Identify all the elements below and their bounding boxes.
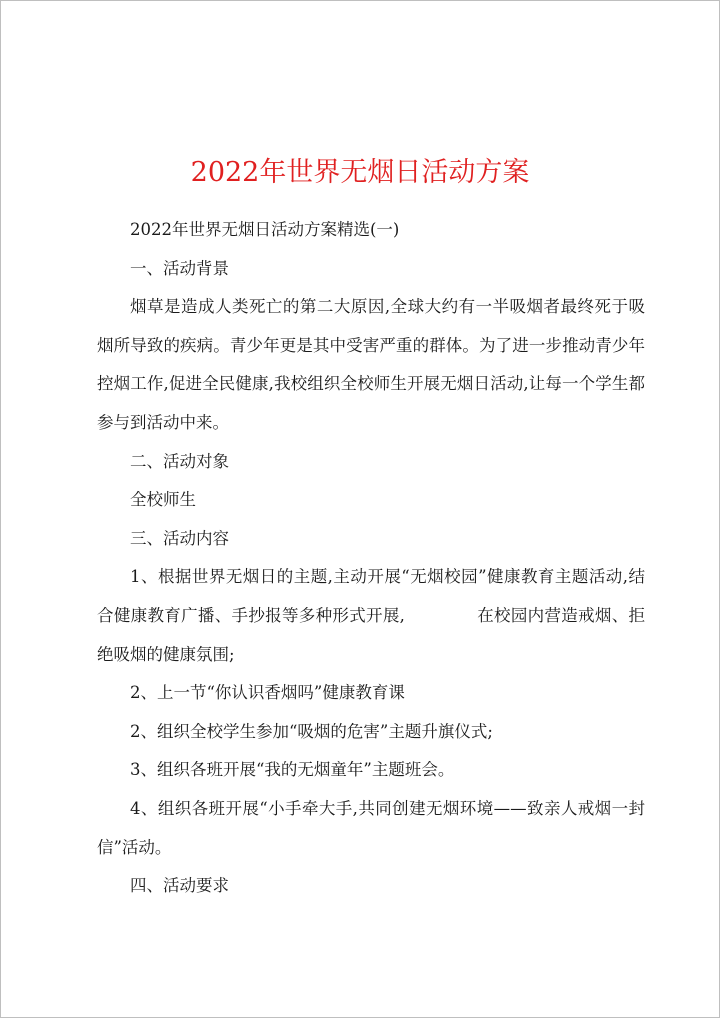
document-subtitle: 2022年世界无烟日活动方案精选(一) xyxy=(130,220,400,239)
content-item-1-part-1: 1、根据世界无烟日的主题,主动开展“无烟校园”健康教育主题活动,结合健康教育广播、手抄报等多种形式开展, xyxy=(97,567,645,625)
content-item-2: 2、上一节“你认识香烟吗”健康教育课 xyxy=(130,683,405,703)
section-heading-requirements: 四、活动要求 xyxy=(130,876,229,896)
section-heading-content: 三、活动内容 xyxy=(130,528,229,548)
content-item-5: 4、组织各班开展“小手牵大手,共同创建无烟环境——致亲人戒烟一封信”活动。 xyxy=(97,798,645,857)
content-item-1-part-2: 在校园内营造戒烟、拒绝吸烟的健康氛围; xyxy=(97,605,645,664)
section-heading-background: 一、活动背景 xyxy=(130,258,229,278)
section-body-audience: 全校师生 xyxy=(130,490,196,510)
section-heading-audience: 二、活动对象 xyxy=(130,451,229,471)
section-body-background: 烟草是造成人类死亡的第二大原因,全球大约有一半吸烟者最终死于吸烟所导致的疾病。青少年更是其中受害严重的群体。为了进一步推动青少年控烟工作,促进全民健康,我校组织全校师生开展无烟日活动,让每一个学生都参与到活动中来。 xyxy=(97,297,645,432)
document-title: 2022年世界无烟日活动方案 xyxy=(190,157,530,188)
content-item-3: 2、组织全校学生参加“吸烟的危害”主题升旗仪式; xyxy=(130,721,493,741)
content-item-4: 3、组织各班开展“我的无烟童年”主题班会。 xyxy=(130,760,455,780)
content-item-1 xyxy=(97,558,645,674)
document-body xyxy=(97,211,645,906)
